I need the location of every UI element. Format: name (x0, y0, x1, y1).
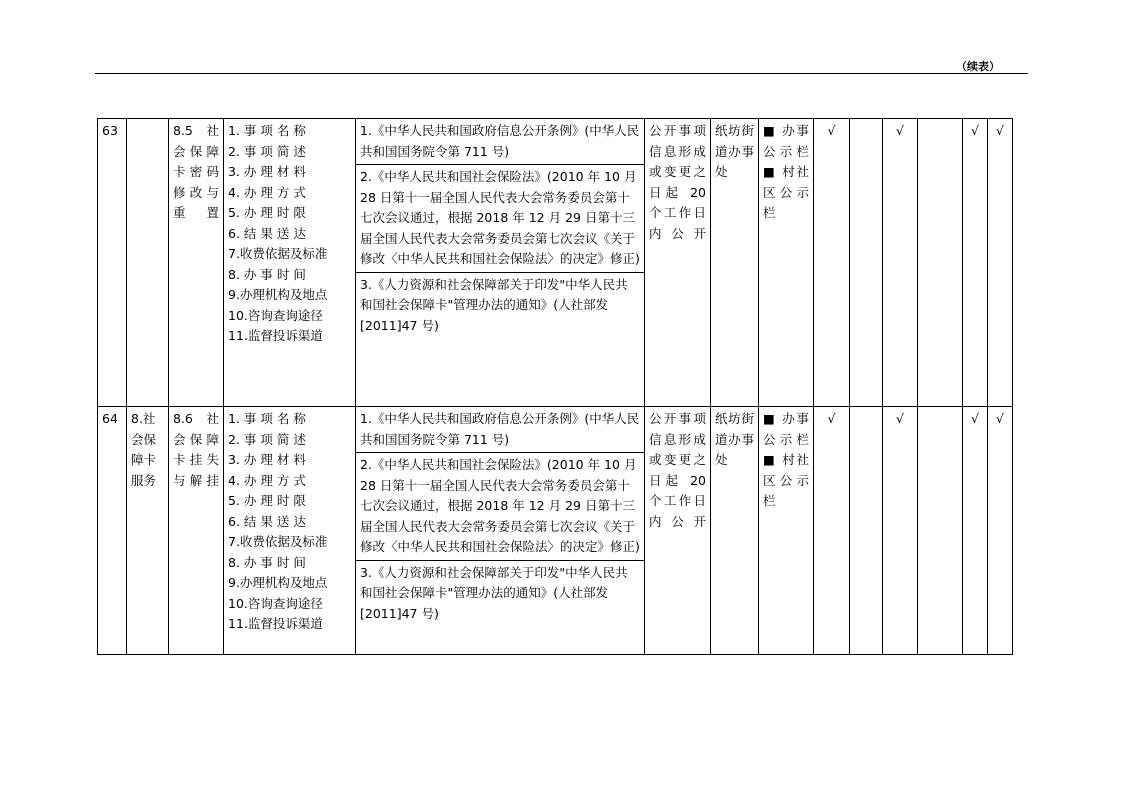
basis-cell (356, 407, 645, 655)
item-name-cell: 8.5 社会保障卡密码修改与重置 (169, 119, 224, 407)
content-item: 7.收费依据及标准 (228, 534, 328, 549)
channel-cell: ■ 办事公示栏 ■ 村社区公示栏 (759, 119, 814, 407)
item-name-cell: 8.6 社会保障卡挂失与解挂 (169, 407, 224, 655)
check-cell: √ (988, 407, 1013, 655)
content-item: 6. 结 果 送 达 (228, 513, 306, 529)
basis-item: 1.《中华人民共和国政府信息公开条例》(中华人民共和国国务院令第 711 号) (356, 407, 644, 453)
check-cell: √ (814, 119, 850, 407)
basis-item: 3.《人力资源和社会保障部关于印发"中华人民共和国社会保障卡"管理办法的通知》(人社部发[2011]47 号) (360, 276, 628, 333)
content-item: 1. 事 项 名 称 (228, 411, 306, 426)
basis-cell (356, 119, 645, 407)
content-item: 1. 事 项 名 称 (228, 123, 306, 138)
check-cell: √ (814, 407, 850, 655)
basis-item: 3.《人力资源和社会保障部关于印发"中华人民共和国社会保障卡"管理办法的通知》(人社部发[2011]47 号) (360, 564, 628, 621)
check-cell: √ (883, 407, 918, 655)
table-row (98, 407, 1013, 655)
time-limit-cell: 公开事项信息形成或变更之日起 20 个工作日内公开 (645, 119, 711, 407)
contents-cell (224, 407, 356, 655)
row-number: 64 (98, 407, 127, 655)
check-cell (850, 119, 883, 407)
check-cell: √ (963, 119, 988, 407)
basis-item: 2.《中华人民共和国社会保险法》(2010 年 10 月 28 日第十一届全国人民代表大会常务委员会第十七次会议通过，根据 2018 年 12 月 29 日第十三届全国人民代表大会常务委员会第七次会议《关于修改〈中华人民共和国社会保险法〉的决定》修正) (356, 165, 644, 273)
continued-label: （续表） (956, 60, 1000, 73)
time-limit-cell: 公开事项信息形成或变更之日起 20 个工作日内公开 (645, 407, 711, 655)
content-item: 8. 办 事 时 间 (228, 554, 306, 570)
subject-cell: 纸坊街道办事处 (711, 407, 759, 655)
category-cell (127, 119, 169, 407)
check-cell (918, 119, 963, 407)
check-cell (850, 407, 883, 655)
content-item: 3. 办 理 材 料 (228, 164, 306, 179)
content-item: 8. 办 事 时 间 (228, 266, 306, 282)
content-item: 2. 事 项 简 述 (228, 143, 306, 159)
content-item: 4. 办 理 方 式 (228, 472, 306, 488)
check-cell: √ (883, 119, 918, 407)
content-item: 11.监督投诉渠道 (228, 616, 323, 631)
content-item: 9.办理机构及地点 (228, 575, 328, 590)
content-item: 11.监督投诉渠道 (228, 328, 323, 343)
check-cell (918, 407, 963, 655)
disclosure-table (97, 118, 1013, 655)
check-cell: √ (988, 119, 1013, 407)
check-cell: √ (963, 407, 988, 655)
content-item: 9.办理机构及地点 (228, 287, 328, 302)
basis-item: 1.《中华人民共和国政府信息公开条例》(中华人民共和国国务院令第 711 号) (356, 119, 644, 165)
table-row (98, 119, 1013, 407)
content-item: 10.咨询查询途径 (228, 595, 323, 611)
contents-cell (224, 119, 356, 407)
content-item: 5. 办 理 时 限 (228, 493, 306, 508)
category-cell: 8.社会保障卡服务 (127, 407, 169, 655)
content-item: 2. 事 项 简 述 (228, 431, 306, 447)
content-item: 4. 办 理 方 式 (228, 184, 306, 200)
content-item: 3. 办 理 材 料 (228, 452, 306, 467)
header-rule (95, 73, 1028, 74)
row-number: 63 (98, 119, 127, 407)
content-item: 6. 结 果 送 达 (228, 225, 306, 241)
content-item: 5. 办 理 时 限 (228, 205, 306, 220)
channel-cell: ■ 办事公示栏 ■ 村社区公示栏 (759, 407, 814, 655)
basis-item: 2.《中华人民共和国社会保险法》(2010 年 10 月 28 日第十一届全国人民代表大会常务委员会第十七次会议通过，根据 2018 年 12 月 29 日第十三届全国人民代表大会常务委员会第七次会议《关于修改〈中华人民共和国社会保险法〉的决定》修正) (356, 453, 644, 561)
content-item: 10.咨询查询途径 (228, 307, 323, 323)
subject-cell: 纸坊街道办事处 (711, 119, 759, 407)
content-item: 7.收费依据及标准 (228, 246, 328, 261)
